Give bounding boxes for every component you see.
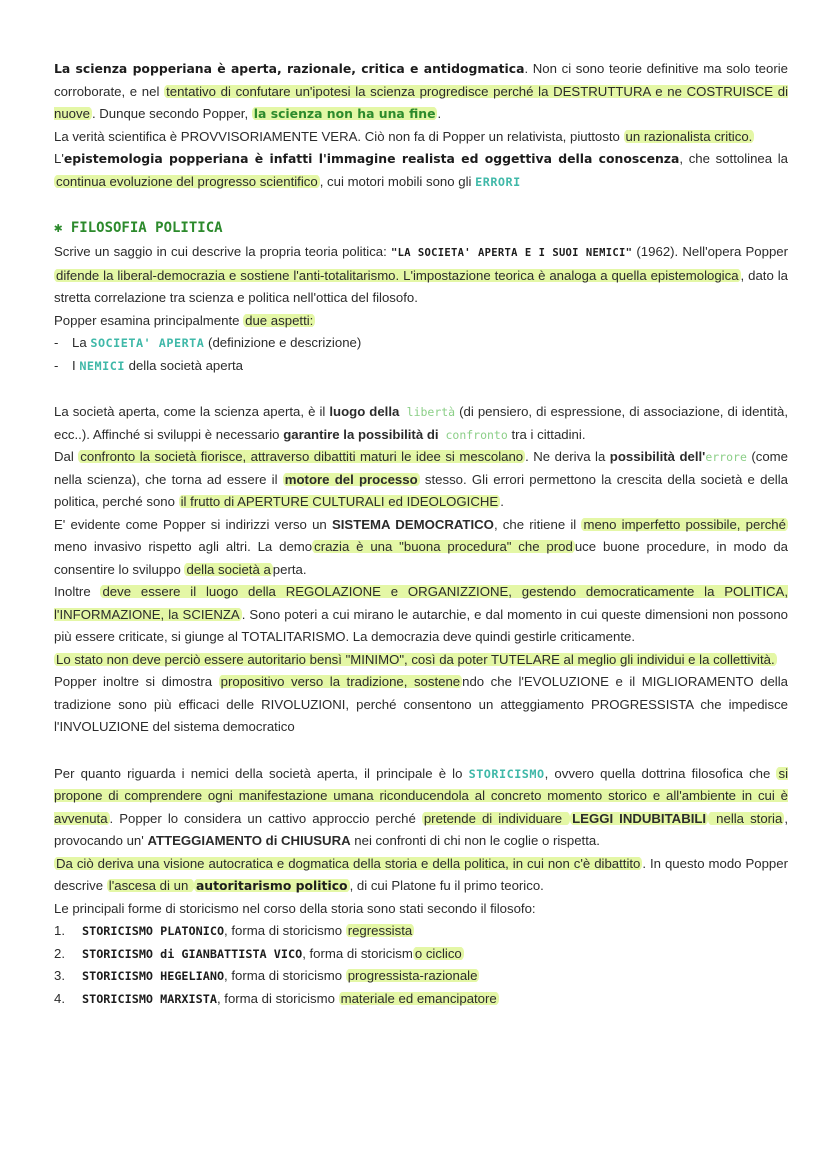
paragraph-saggio bbox=[54, 241, 788, 310]
text: , che ritiene il bbox=[493, 516, 582, 532]
text: , dato la stretta correlazione tra scienza e politica nell'ottica del filosofo. bbox=[54, 267, 788, 305]
storicismo-name: STORICISMO PLATONICO bbox=[82, 924, 225, 938]
text: , forma di storicismo bbox=[216, 990, 339, 1006]
keyword-storicismo: STORICISMO bbox=[468, 766, 545, 781]
spacer bbox=[54, 377, 788, 401]
book-title: "LA SOCIETA' APERTA E I SUOI NEMICI" bbox=[390, 247, 633, 259]
document-page bbox=[54, 58, 788, 1010]
paragraph-scienza-aperta bbox=[54, 58, 788, 126]
list-item-text bbox=[82, 920, 414, 943]
list-item-text bbox=[82, 965, 479, 988]
text: , provocando un' bbox=[54, 810, 788, 848]
highlight-kind: progressista-razionale bbox=[347, 968, 478, 983]
text: . Popper lo considera un cattivo approccio perché bbox=[109, 810, 422, 826]
highlight-confutare: tentativo di confutare un'ipotesi la scienza progredisce perché la DESTRUTTURA e ne COSTRUISCE di nuove bbox=[54, 83, 789, 121]
highlight-liberal-democrazia: difende la liberal-democrazia e sostiene l'anti-totalitarismo. L'impostazione teorica è analoga a quella epistemologica bbox=[56, 267, 739, 283]
storicismo-list bbox=[54, 920, 788, 1010]
text: perta. bbox=[272, 561, 307, 577]
emphasis-scienza-popperiana: La scienza popperiana è aperta, razionale, critica e antidogmatica bbox=[54, 61, 525, 76]
storicismo-name: STORICISMO MARXISTA bbox=[82, 991, 217, 1006]
paragraph-autocratica bbox=[54, 853, 788, 898]
text: meno invasivo rispetto agli altri. La demo bbox=[54, 539, 313, 554]
paragraph-verita bbox=[54, 126, 788, 149]
highlight-regolazione: deve essere il luogo della REGOLAZIONE e ORGANIZZIONE, gestendo democraticamente la POLITICA, l'INFORMAZIONE, la SCIENZA bbox=[54, 584, 788, 622]
highlight-pretende: pretende di individuare bbox=[423, 810, 569, 826]
text: stesso. Gli errori permettono la crescita della società e della politica, perché sono bbox=[54, 471, 788, 509]
text: (di pensiero, di espressione, di associazione, di identità, ecc..). Affinché si sviluppi è necessario bbox=[54, 404, 788, 442]
text: Popper esamina principalmente bbox=[54, 312, 244, 328]
highlight-stato-minimo: Lo stato non deve perciò essere autoritario bensì "MINIMO", così da poter TUTELARE al meglio gli individui e la collettività. bbox=[56, 651, 775, 667]
emphasis-autoritarismo: autoritarismo politico bbox=[195, 878, 348, 893]
text: . bbox=[437, 106, 442, 121]
highlight-buona-procedura: crazia è una "buona procedura" che prod bbox=[314, 539, 573, 554]
text: ndo che l'EVOLUZIONE e il MIGLIORAMENTO della tradizione sono più efficaci delle RIVOLUZIONI, perché consentono un atteggiamento PROGRESSISTA che impedisce l'INVOLUZIONE del sistema democratico bbox=[54, 674, 788, 734]
text: uce buone procedure, in modo da consentire lo sviluppo bbox=[54, 539, 788, 577]
text: I bbox=[72, 357, 80, 373]
text: (1962). Nell'opera Popper bbox=[632, 244, 788, 259]
text: . Dunque secondo Popper, bbox=[91, 106, 252, 121]
storicismo-name: STORICISMO di GIANBATTISTA VICO bbox=[82, 946, 303, 961]
paragraph-epistemologia bbox=[54, 148, 788, 193]
bullet-dash: - bbox=[54, 335, 59, 350]
text: La società aperta, come la scienza aperta, è il bbox=[54, 404, 330, 419]
paragraph-forme bbox=[54, 898, 788, 921]
highlight-evoluzione: continua evoluzione del progresso scientifico bbox=[56, 173, 318, 189]
bold-sistema-democratico: SISTEMA DEMOCRATICO bbox=[331, 516, 494, 532]
spacer bbox=[54, 193, 788, 217]
bold-garantire: garantire la possibilità di bbox=[283, 426, 439, 442]
list-item bbox=[54, 965, 788, 988]
text: Scrive un saggio in cui descrive la propria teoria politica: bbox=[54, 244, 391, 259]
highlight-motore: motore del processo bbox=[284, 471, 418, 487]
paragraph-democratico bbox=[54, 514, 788, 582]
text: Le principali forme di storicismo nel corso della storia sono stati secondo il filosofo: bbox=[54, 900, 536, 916]
list-number: 1. bbox=[54, 923, 65, 938]
list-item-text bbox=[72, 332, 361, 355]
keyword-confronto: confronto bbox=[438, 427, 508, 442]
paragraph-confronto bbox=[54, 446, 788, 514]
keyword-liberta: libertà bbox=[399, 405, 456, 419]
text: . bbox=[500, 494, 504, 509]
text: . In questo modo Popper descrive bbox=[54, 855, 788, 893]
text: , che sottolinea la bbox=[679, 151, 789, 166]
bullet-dash: - bbox=[54, 357, 59, 373]
list-number: 4. bbox=[54, 990, 65, 1006]
list-item bbox=[54, 943, 788, 966]
list-item bbox=[54, 355, 788, 378]
section-heading: ✱ FILOSOFIA POLITICA bbox=[54, 220, 223, 236]
keyword-nemici: NEMICI bbox=[79, 358, 125, 373]
list-item-text bbox=[82, 988, 499, 1011]
bold-luogo: luogo della bbox=[329, 404, 400, 419]
text: (come nella scienza), che torna ad essere il bbox=[54, 449, 788, 487]
paragraph-luogo-liberta bbox=[54, 401, 788, 446]
highlight-societa: della società a bbox=[186, 561, 271, 577]
highlight-propositivo: propositivo verso la tradizione, sostene bbox=[220, 674, 461, 689]
emphasis-non-ha-fine: la scienza non ha una fine bbox=[253, 106, 436, 121]
list-number: 2. bbox=[54, 945, 65, 961]
paragraph-storicismo bbox=[54, 763, 788, 853]
spacer bbox=[54, 739, 788, 763]
text: Dal bbox=[54, 449, 79, 464]
keyword-societa-aperta: SOCIETA' APERTA bbox=[90, 336, 205, 350]
emphasis-epistemologia: epistemologia popperiana è infatti l'immagine realista ed oggettiva della conoscenza bbox=[63, 151, 680, 166]
paragraph-regolazione bbox=[54, 581, 788, 649]
text: E' evidente come Popper si indirizzi verso un bbox=[54, 516, 332, 532]
text: , ovvero quella dottrina filosofica che bbox=[544, 765, 777, 781]
paragraph-aspetti bbox=[54, 310, 788, 333]
highlight-leggi: LEGGI INDUBITABILI bbox=[572, 810, 707, 826]
text: . Ne deriva la bbox=[525, 449, 610, 464]
list-item bbox=[54, 920, 788, 943]
highlight-kind: regressista bbox=[347, 923, 413, 938]
highlight-due-aspetti: due aspetti: bbox=[245, 312, 314, 328]
highlight-autocratica: Da ciò deriva una visione autocratica e dogmatica della storia e della politica, in cui non c'è dibattito bbox=[56, 855, 641, 871]
text: nei confronti di chi non le coglie o rispetta. bbox=[350, 833, 600, 848]
keyword-errore: errore bbox=[705, 450, 747, 464]
text: Per quanto riguarda i nemici della società aperta, il principale è lo bbox=[54, 765, 469, 781]
paragraph-stato-minimo bbox=[54, 649, 788, 672]
text: , di cui Platone fu il primo teorico. bbox=[349, 878, 544, 893]
highlight-confronto: confronto la società fiorisce, attraverso dibattiti maturi le idee si mescolano bbox=[80, 449, 524, 464]
list-item bbox=[54, 988, 788, 1011]
text: , forma di storicism bbox=[302, 945, 413, 961]
text: , cui motori mobili sono gli bbox=[319, 173, 476, 189]
keyword-errori: ERRORI bbox=[475, 174, 521, 189]
text: . Sono poteri a cui mirano le autarchie, e dal momento in cui queste dimensioni non possono più essere criticate, si giunge al TOTALITARISMO. La democrazia deve quindi gestirle criticamente. bbox=[54, 606, 788, 644]
list-item-text bbox=[82, 943, 464, 966]
text: , forma di storicismo bbox=[224, 923, 346, 938]
highlight-kind: materiale ed emancipatore bbox=[340, 990, 497, 1006]
text: della società aperta bbox=[124, 357, 243, 373]
text: , forma di storicismo bbox=[224, 968, 346, 983]
list-item-text bbox=[72, 355, 243, 378]
text: tra i cittadini. bbox=[507, 426, 586, 442]
list-item bbox=[54, 332, 788, 355]
text: La verità scientifica è PROVVISORIAMENTE VERA. Ciò non fa di Popper un relativista, piuttosto bbox=[54, 128, 624, 144]
list-number: 3. bbox=[54, 968, 65, 983]
storicismo-name: STORICISMO HEGELIANO bbox=[82, 969, 225, 983]
bold-chiusura: ATTEGGIAMENTO di CHIUSURA bbox=[147, 833, 351, 848]
highlight-comprendere: si propone di comprendere ogni manifestazione umana riconducendola al concreto momento storico e all'ambiente in cui è avvenuta bbox=[54, 765, 789, 826]
paragraph-tradizione bbox=[54, 671, 788, 739]
text: Inoltre bbox=[54, 584, 101, 599]
highlight-razionalista: un razionalista critico. bbox=[625, 128, 753, 144]
highlight-kind: o ciclico bbox=[414, 945, 462, 961]
highlight-storia: nella storia bbox=[710, 810, 783, 826]
text: L' bbox=[54, 151, 64, 166]
bold-possibilita: possibilità dell' bbox=[609, 449, 706, 464]
text: Popper inoltre si dimostra bbox=[54, 674, 219, 689]
text: La bbox=[72, 335, 91, 350]
text: . Non ci sono teorie definitive ma solo teorie corroborate, e nel bbox=[54, 61, 788, 99]
text: (definizione e descrizione) bbox=[204, 335, 362, 350]
highlight-aperture: il frutto di APERTURE CULTURALI ed IDEOLOGICHE bbox=[180, 494, 499, 509]
highlight-ascesa: l'ascesa di un bbox=[108, 878, 192, 893]
highlight-meno-imperfetto: meno imperfetto possibile, perché bbox=[583, 516, 786, 532]
